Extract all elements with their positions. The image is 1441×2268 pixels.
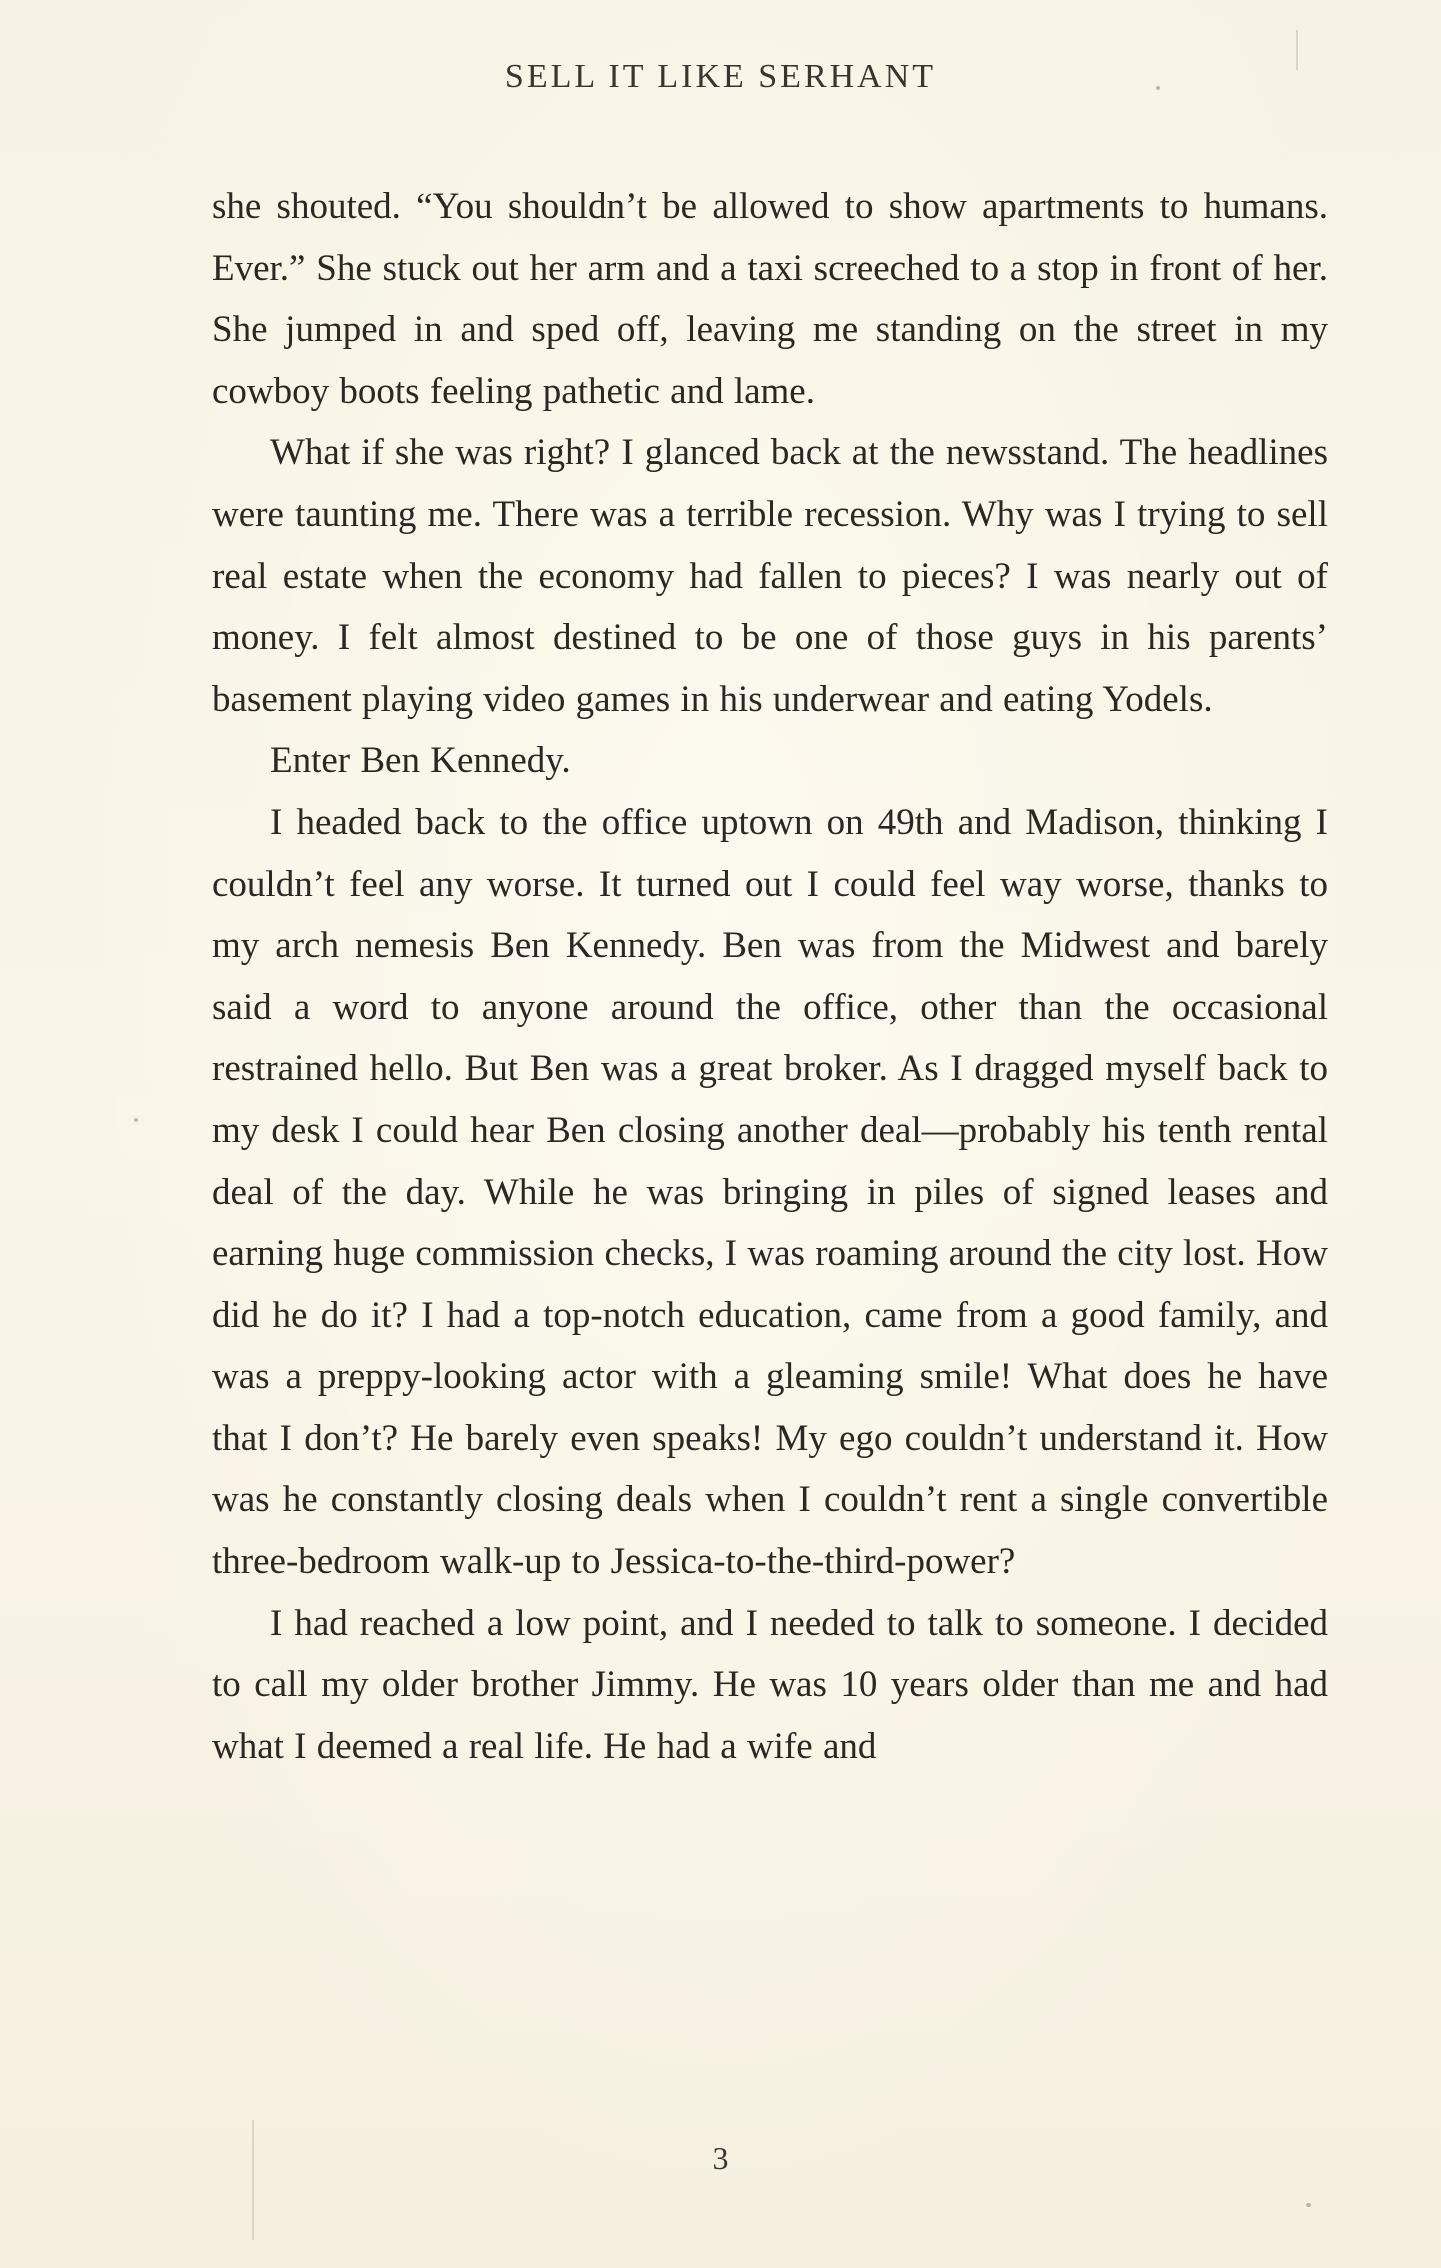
paragraph: Enter Ben Kennedy.	[270, 740, 571, 782]
scan-speck	[1156, 86, 1160, 90]
page-number: 3	[712, 2140, 729, 2176]
paragraph: she shouted. “You shouldn’t be allowed to show apartments to humans. Ever.” She stuck out her arm and a taxi screeched to a stop in front of her. She jumped in and sped off, leaving me standing on the street in my cowboy boots feeling pathetic and lame.	[212, 186, 1328, 412]
paragraph: I headed back to the office uptown on 49th and Madison, thinking I couldn’t feel any worse. It turned out I could feel way worse, thanks to my arch nemesis Ben Kennedy. Ben was from the Midwest and barely said a word to anyone around the office, other than the occasional restrained hello. But Ben was a great broker. As I dragged myself back to my desk I could hear Ben closing another deal—probably his tenth rental deal of the day. While he was bringing in piles of signed leases and earning huge commission checks, I was roaming around the city lost. How did he do it? I had a top-notch education, came from a good family, and was a preppy-looking actor with a gleaming smile! What does he have that I don’t? He barely even speaks! My ego couldn’t understand it. How was he constantly closing deals when I couldn’t rent a single convertible three-bedroom walk-up to Jessica-to-the-third-power?	[212, 801, 1328, 1583]
paragraph: What if she was right? I glanced back at the newsstand. The headlines were taunting me. There was a terrible recession. Why was I trying to sell real estate when the economy had fallen to pieces? I was nearly out of money. I felt almost destined to be one of those guys in his parents’ basement playing video games in his underwear and eating Yodels.	[212, 432, 1328, 720]
scan-line	[252, 2120, 254, 2240]
body-text	[212, 176, 1328, 1777]
scan-speck	[1306, 2203, 1311, 2207]
scan-line	[1296, 30, 1298, 70]
scan-speck	[134, 1118, 138, 1122]
running-head: SELL IT LIKE SERHANT	[504, 58, 937, 95]
paragraph: I had reached a low point, and I needed to talk to someone. I decided to call my older brother Jimmy. He was 10 years older than me and had what I deemed a real life. He had a wife and	[212, 1602, 1328, 1767]
